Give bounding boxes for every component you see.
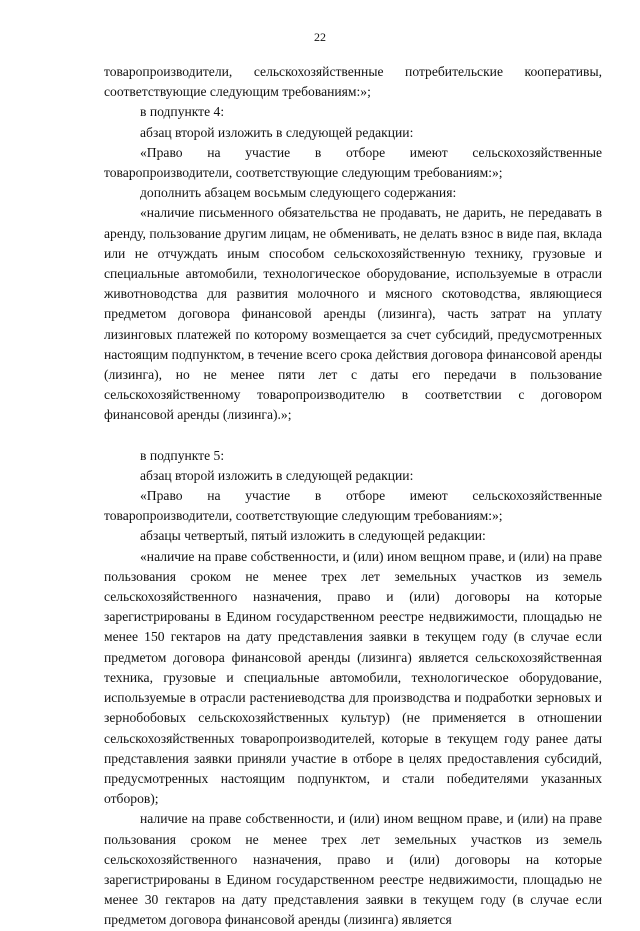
paragraph: абзац второй изложить в следующей редакции: bbox=[140, 124, 414, 140]
paragraph: дополнить абзацем восьмым следующего содержания: bbox=[140, 185, 457, 201]
paragraph: в подпункте 4: bbox=[140, 104, 225, 120]
paragraph: «наличие письменного обязательства не продавать, не дарить, не передавать в аренду, пользование другим лицам, не обменивать, не делать взнос в виде пая, вклада или не отчуждать иным способом сельскохозяйственную технику, грузовые и специальные автомобили, технологическое оборудование, используемые в отрасли животноводства для развития молочного и мясного скотоводства, являющиеся предметом договора финансовой аренды (лизинга), часть затрат на уплату лизинговых платежей по которому возмещается за счет субсидий, предусмотренных настоящим подпунктом, в течение всего срока действия договора финансовой аренды (лизинга), но не менее пяти лет с даты его передачи в пользование сельскохозяйственному товаропроизводителю в соответствии с договором финансовой аренды (лизинга).»; bbox=[104, 205, 602, 423]
paragraph: абзацы четвертый, пятый изложить в следующей редакции: bbox=[140, 528, 486, 544]
document-body bbox=[104, 62, 602, 931]
paragraph: абзац второй изложить в следующей редакции: bbox=[140, 467, 414, 483]
paragraph: «наличие на праве собственности, и (или) ином вещном праве, и (или) на праве пользования сроком не менее трех лет земельных участков из земель сельскохозяйственного назначения, право и (или) договоры на которые зарегистрированы в Едином государственном реестре недвижимости, площадью не менее 150 гектаров на дату представления заявки в текущем году (в случае если предметом договора финансовой аренды (лизинга) является сельскохозяйственная техника, грузовые и специальные автомобили, технологическое оборудование, используемые в отрасли растениеводства для производства и подработки зерновых и зернобобовых сельскохозяйственных культур) (не применяется в отношении сельскохозяйственных товаропроизводителей, которые в текущем году ранее даты представления заявки приняли участие в отборе в целях предоставления субсидий, предусмотренных настоящим подпунктом, и стали победителями указанных отборов); bbox=[104, 548, 602, 807]
paragraph: товаропроизводители, сельскохозяйственные потребительские кооперативы, соответствующие следующим требованиям:»; bbox=[104, 64, 602, 100]
paragraph: наличие на праве собственности, и (или) ином вещном праве, и (или) на праве пользования сроком не менее трех лет земельных участков из земель сельскохозяйственного назначения, право и (или) договоры на которые зарегистрированы в Едином государственном реестре недвижимости, площадью не менее 30 гектаров на дату представления заявки в текущем году (в случае если предметом договора финансовой аренды (лизинга) является bbox=[104, 811, 602, 928]
page-number: 22 bbox=[314, 30, 326, 44]
paragraph: в подпункте 5: bbox=[140, 447, 225, 463]
paragraph: «Право на участие в отборе имеют сельскохозяйственные товаропроизводители, соответствующие следующим требованиям:»; bbox=[104, 488, 602, 524]
paragraph: «Право на участие в отборе имеют сельскохозяйственные товаропроизводители, соответствующие следующим требованиям:»; bbox=[104, 144, 602, 181]
